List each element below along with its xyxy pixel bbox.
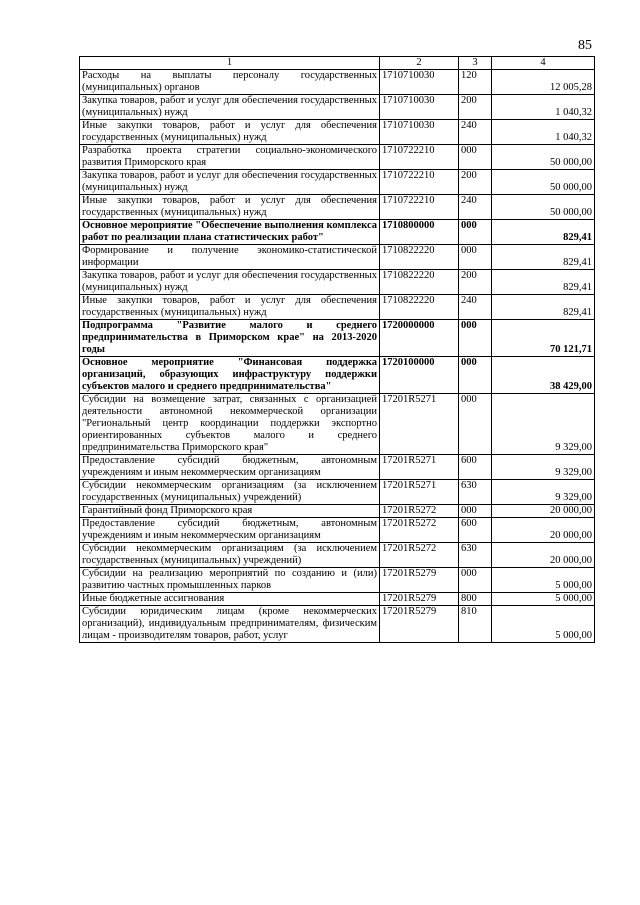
row-code-cell: 17201R5272 xyxy=(380,505,459,518)
row-code-cell: 17201R5271 xyxy=(380,480,459,505)
row-expense-type-cell: 200 xyxy=(459,95,492,120)
table-row xyxy=(80,480,595,505)
row-code-cell: 1720100000 xyxy=(380,357,459,394)
table-row xyxy=(80,270,595,295)
row-code-cell: 1710722210 xyxy=(380,145,459,170)
table-row xyxy=(80,518,595,543)
table-row xyxy=(80,394,595,455)
row-amount-cell: 9 329,00 xyxy=(492,480,595,505)
row-name-cell: Разработка проекта стратегии социально-экономического развития Приморского края xyxy=(80,145,380,170)
row-name-cell: Гарантийный фонд Приморского края xyxy=(80,505,380,518)
table-row xyxy=(80,245,595,270)
row-name-cell: Закупка товаров, работ и услуг для обеспечения государственных (муниципальных) нужд xyxy=(80,170,380,195)
row-amount-cell: 5 000,00 xyxy=(492,606,595,643)
header-cell-2: 2 xyxy=(380,57,459,70)
row-expense-type-cell: 000 xyxy=(459,505,492,518)
row-name-cell: Закупка товаров, работ и услуг для обеспечения государственных (муниципальных) нужд xyxy=(80,270,380,295)
row-expense-type-cell: 800 xyxy=(459,593,492,606)
table-row xyxy=(80,95,595,120)
row-expense-type-cell: 630 xyxy=(459,480,492,505)
header-cell-1: 1 xyxy=(80,57,380,70)
table-row xyxy=(80,220,595,245)
row-expense-type-cell: 630 xyxy=(459,543,492,568)
row-code-cell: 1710822220 xyxy=(380,245,459,270)
row-name-cell: Формирование и получение экономико-статистической информации xyxy=(80,245,380,270)
budget-table xyxy=(79,56,595,643)
row-amount-cell: 50 000,00 xyxy=(492,170,595,195)
row-name-cell: Субсидии некоммерческим организациям (за исключением государственных (муниципальных) учреждений) xyxy=(80,480,380,505)
row-code-cell: 17201R5271 xyxy=(380,455,459,480)
table-row xyxy=(80,195,595,220)
table-row xyxy=(80,505,595,518)
table-row xyxy=(80,120,595,145)
row-amount-cell: 50 000,00 xyxy=(492,195,595,220)
row-code-cell: 17201R5279 xyxy=(380,568,459,593)
table-row xyxy=(80,568,595,593)
row-code-cell: 1710822220 xyxy=(380,295,459,320)
table-row xyxy=(80,606,595,643)
row-code-cell: 17201R5272 xyxy=(380,543,459,568)
header-cell-4: 4 xyxy=(492,57,595,70)
row-amount-cell: 50 000,00 xyxy=(492,145,595,170)
table-row xyxy=(80,70,595,95)
row-expense-type-cell: 000 xyxy=(459,320,492,357)
row-expense-type-cell: 240 xyxy=(459,195,492,220)
row-expense-type-cell: 810 xyxy=(459,606,492,643)
row-expense-type-cell: 200 xyxy=(459,270,492,295)
row-name-cell: Иные закупки товаров, работ и услуг для обеспечения государственных (муниципальных) нужд xyxy=(80,195,380,220)
row-code-cell: 1710722210 xyxy=(380,170,459,195)
header-row xyxy=(80,57,595,70)
row-expense-type-cell: 120 xyxy=(459,70,492,95)
header-cell-3: 3 xyxy=(459,57,492,70)
row-code-cell: 1710710030 xyxy=(380,70,459,95)
row-amount-cell: 829,41 xyxy=(492,245,595,270)
table-row xyxy=(80,170,595,195)
row-code-cell: 1710800000 xyxy=(380,220,459,245)
row-expense-type-cell: 240 xyxy=(459,120,492,145)
row-name-cell: Предоставление субсидий бюджетным, автономным учреждениям и иным некоммерческим организациям xyxy=(80,518,380,543)
row-name-cell: Субсидии некоммерческим организациям (за исключением государственных (муниципальных) учреждений) xyxy=(80,543,380,568)
row-amount-cell: 5 000,00 xyxy=(492,593,595,606)
row-code-cell: 1710710030 xyxy=(380,95,459,120)
row-name-cell: Субсидии на возмещение затрат, связанных с организацией деятельности автономной некоммерческой организации "Региональный центр координации поддержки экспортно ориентированных субъектов малого и среднего предпринимательства Приморского края" xyxy=(80,394,380,455)
row-code-cell: 1710822220 xyxy=(380,270,459,295)
row-name-cell: Иные бюджетные ассигнования xyxy=(80,593,380,606)
row-amount-cell: 70 121,71 xyxy=(492,320,595,357)
row-name-cell: Субсидии на реализацию мероприятий по созданию и (или) развитию частных промышленных парков xyxy=(80,568,380,593)
row-code-cell: 1720000000 xyxy=(380,320,459,357)
row-amount-cell: 1 040,32 xyxy=(492,120,595,145)
table-row xyxy=(80,543,595,568)
row-amount-cell: 829,41 xyxy=(492,270,595,295)
table-row xyxy=(80,145,595,170)
row-expense-type-cell: 200 xyxy=(459,170,492,195)
row-amount-cell: 9 329,00 xyxy=(492,394,595,455)
row-name-cell: Подпрограмма "Развитие малого и среднего предпринимательства в Приморском крае" на 2013-2020 годы xyxy=(80,320,380,357)
table-body xyxy=(80,70,595,643)
row-expense-type-cell: 000 xyxy=(459,394,492,455)
table-row xyxy=(80,357,595,394)
row-expense-type-cell: 240 xyxy=(459,295,492,320)
row-amount-cell: 12 005,28 xyxy=(492,70,595,95)
row-amount-cell: 20 000,00 xyxy=(492,505,595,518)
row-amount-cell: 20 000,00 xyxy=(492,543,595,568)
row-name-cell: Основное мероприятие "Финансовая поддержка организаций, образующих инфраструктуру поддержки субъектов малого и среднего предпринимательства" xyxy=(80,357,380,394)
row-amount-cell: 20 000,00 xyxy=(492,518,595,543)
row-code-cell: 1710722210 xyxy=(380,195,459,220)
row-name-cell: Иные закупки товаров, работ и услуг для обеспечения государственных (муниципальных) нужд xyxy=(80,120,380,145)
row-name-cell: Иные закупки товаров, работ и услуг для обеспечения государственных (муниципальных) нужд xyxy=(80,295,380,320)
row-amount-cell: 829,41 xyxy=(492,295,595,320)
row-code-cell: 17201R5271 xyxy=(380,394,459,455)
table-row xyxy=(80,295,595,320)
row-expense-type-cell: 000 xyxy=(459,220,492,245)
row-expense-type-cell: 000 xyxy=(459,357,492,394)
row-amount-cell: 1 040,32 xyxy=(492,95,595,120)
row-name-cell: Субсидии юридическим лицам (кроме некоммерческих организаций), индивидуальным предпринимателям, физическим лицам - производителям товаров, работ, услуг xyxy=(80,606,380,643)
table-row xyxy=(80,320,595,357)
row-amount-cell: 829,41 xyxy=(492,220,595,245)
row-name-cell: Основное мероприятие "Обеспечение выполнения комплекса работ по реализации плана статистических работ" xyxy=(80,220,380,245)
row-code-cell: 17201R5279 xyxy=(380,593,459,606)
row-expense-type-cell: 000 xyxy=(459,568,492,593)
row-amount-cell: 5 000,00 xyxy=(492,568,595,593)
row-code-cell: 17201R5272 xyxy=(380,518,459,543)
row-expense-type-cell: 600 xyxy=(459,518,492,543)
row-code-cell: 1710710030 xyxy=(380,120,459,145)
page-number: 85 xyxy=(578,38,592,53)
row-name-cell: Закупка товаров, работ и услуг для обеспечения государственных (муниципальных) нужд xyxy=(80,95,380,120)
row-expense-type-cell: 000 xyxy=(459,145,492,170)
row-name-cell: Предоставление субсидий бюджетным, автономным учреждениям и иным некоммерческим организациям xyxy=(80,455,380,480)
row-expense-type-cell: 600 xyxy=(459,455,492,480)
table-row xyxy=(80,593,595,606)
row-code-cell: 17201R5279 xyxy=(380,606,459,643)
row-expense-type-cell: 000 xyxy=(459,245,492,270)
table-row xyxy=(80,455,595,480)
row-name-cell: Расходы на выплаты персоналу государственных (муниципальных) органов xyxy=(80,70,380,95)
row-amount-cell: 38 429,00 xyxy=(492,357,595,394)
row-amount-cell: 9 329,00 xyxy=(492,455,595,480)
